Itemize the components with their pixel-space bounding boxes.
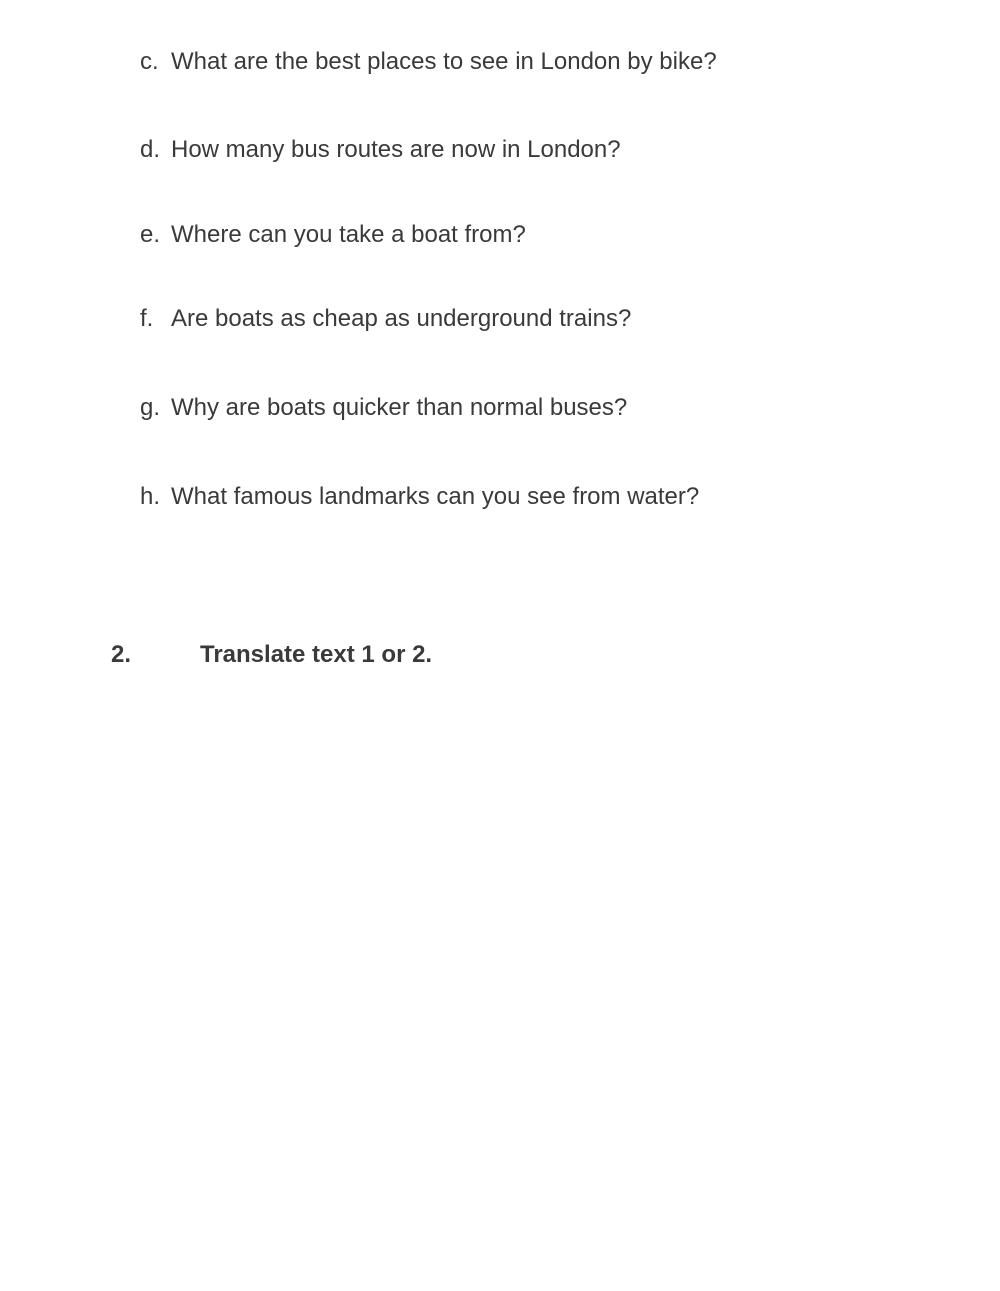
question-letter: g. xyxy=(140,394,161,421)
question-letter: d. xyxy=(140,136,161,163)
question-text: Where can you take a boat from? xyxy=(171,221,526,248)
question-text: Are boats as cheap as underground trains? xyxy=(171,305,632,332)
question-letter: c. xyxy=(140,48,159,75)
section-title: Translate text 1 or 2. xyxy=(200,641,433,668)
question-letter: h. xyxy=(140,483,161,510)
question-text: Why are boats quicker than normal buses? xyxy=(171,394,628,421)
question-text: What are the best places to see in London by bike? xyxy=(171,48,717,75)
question-text: What famous landmarks can you see from water? xyxy=(171,483,700,510)
question-text: How many bus routes are now in London? xyxy=(171,136,621,163)
question-letter: f. xyxy=(140,305,154,332)
section-number: 2. xyxy=(111,641,132,668)
question-letter: e. xyxy=(140,221,161,248)
